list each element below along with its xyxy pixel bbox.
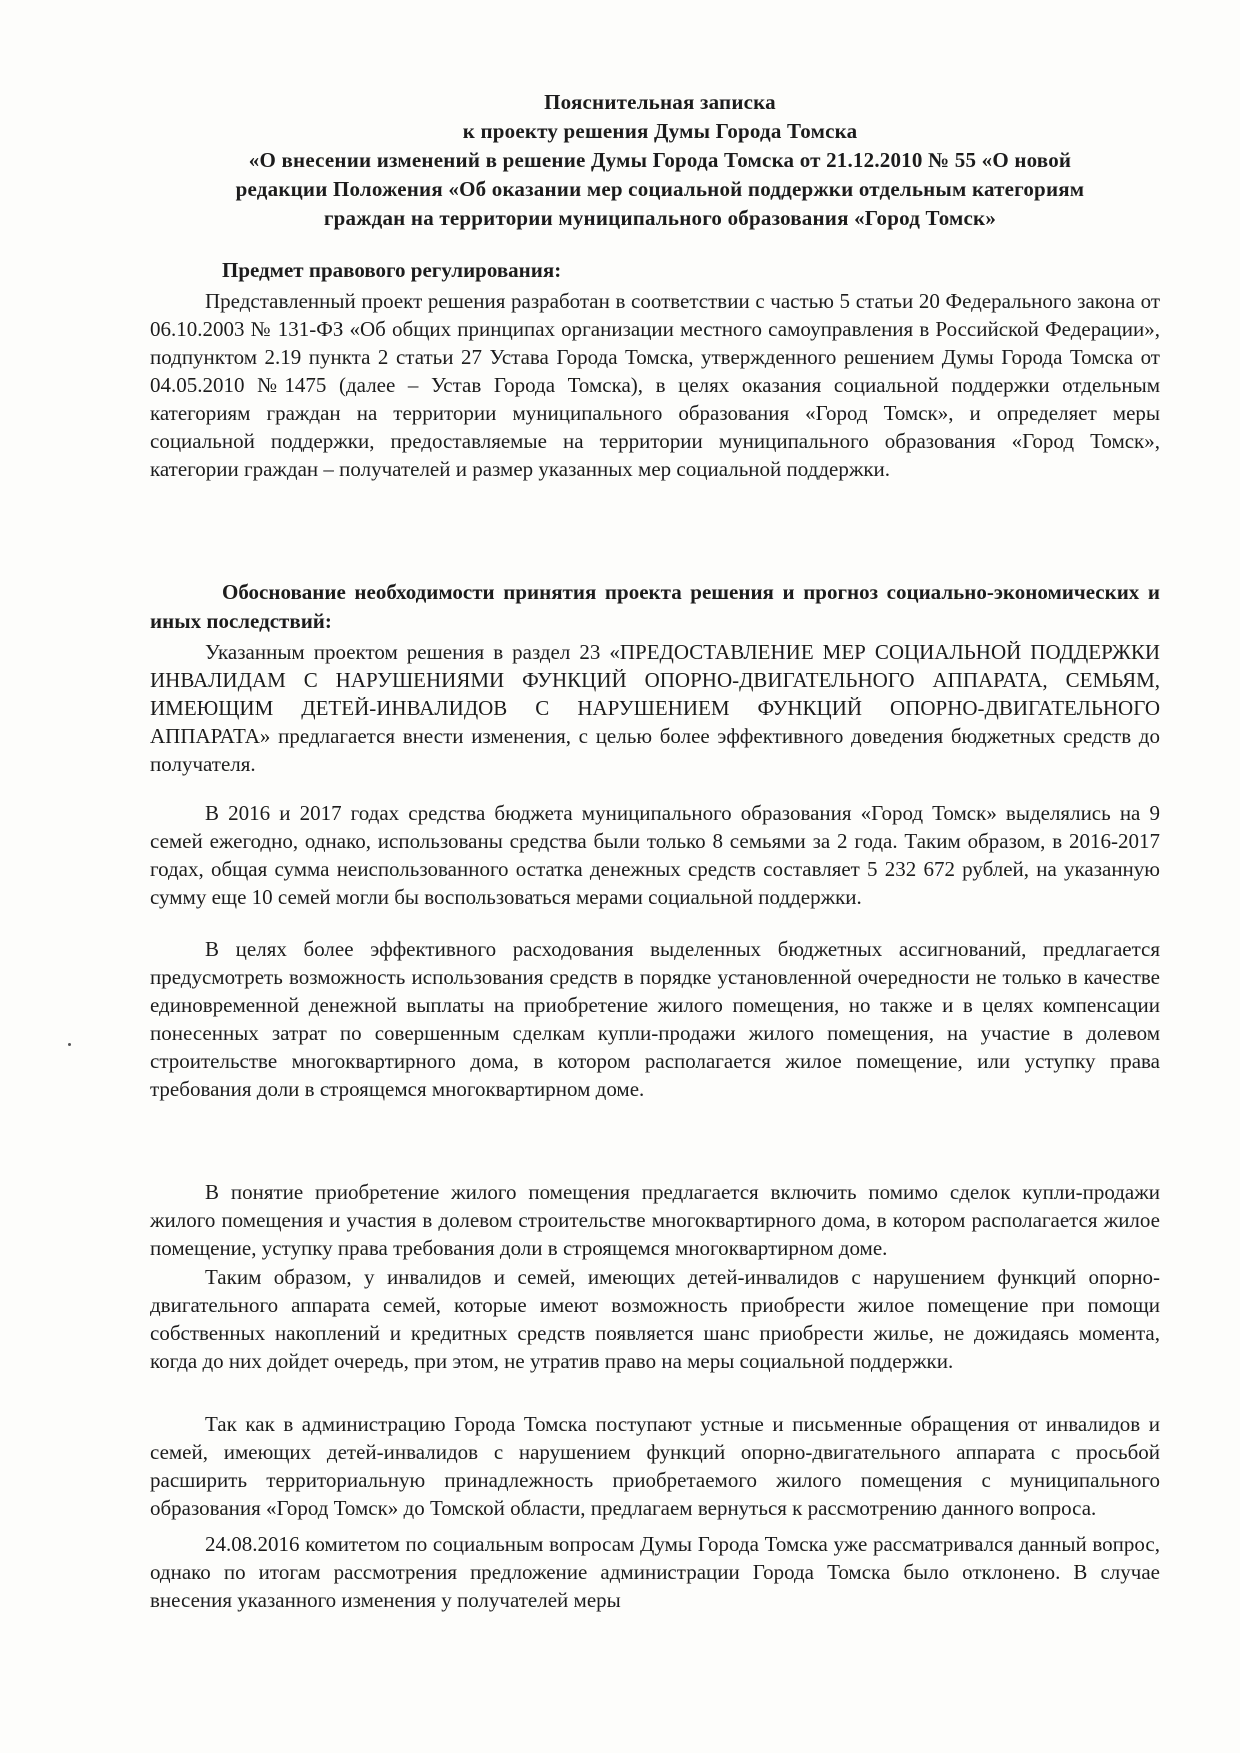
- paragraph-legal-basis: Представленный проект решения разработан в соответствии с частью 5 статьи 20 Федерального закона от 06.10.2003 № 131-ФЗ «Об общих принципах организации местного самоуправления в Российской Федерации», подпунктом 2.19 пункта 2 статьи 27 Устава Города Томска, утвержденного решением Думы Города Томска от 04.05.2010 №1475 (далее – Устав Города Томска), в целях оказания социальной поддержки отдельным категориям граждан на территории муниципального образования «Город Томск», и определяет меры социальной поддержки, предоставляемые на территории муниципального образования «Город Томск», категории граждан – получателей и размер указанных мер социальной поддержки.: [150, 289, 1160, 481]
- title-line: редакции Положения «Об оказании мер социальной поддержки отдельным категориям: [235, 177, 1085, 201]
- section-heading-subject: Предмет правового регулирования:: [222, 258, 562, 282]
- paragraph-committee: 24.08.2016 комитетом по социальным вопросам Думы Города Томска уже рассматривался данный вопрос, однако по итогам рассмотрения предложение администрации Города Томска было отклонено. В случае внесения указанного изменения у получателей меры: [150, 1532, 1160, 1612]
- paragraph-outcome: Таким образом, у инвалидов и семей, имеющих детей-инвалидов с нарушением функций опорно-двигательного аппарата семей, которые имеют возможность приобрести жилое помещение при помощи собственных накоплений и кредитных средств появляется шанс приобрести жилье, не дожидаясь момента, когда до них дойдет очередь, при этом, не утратив право на меры социальной поддержки.: [150, 1265, 1160, 1373]
- title-line: Пояснительная записка: [544, 90, 776, 114]
- paragraph-efficiency: В целях более эффективного расходования выделенных бюджетных ассигнований, предлагается предусмотреть возможность использования средств в порядке установленной очередности не только в качестве единовременной денежной выплаты на приобретение жилого помещения, но также и в целях компенсации понесенных затрат по совершенным сделкам купли-продажи жилого помещения, на участие в долевом строительстве многоквартирного дома, в котором располагается жилое помещение, или уступку права требования доли в строящемся многоквартирном доме.: [150, 937, 1160, 1101]
- paragraph-budget-usage: В 2016 и 2017 годах средства бюджета муниципального образования «Город Томск» выделялись на 9 семей ежегодно, однако, использованы средства были только 8 семьями за 2 года. Таким образом, в 2016-2017 годах, общая сумма неиспользованного остатка денежных средств составляет 5 232 672 рублей, на указанную сумму еще 10 семей могли бы воспользоваться мерами социальной поддержки.: [150, 801, 1160, 909]
- paragraph-amendments: Указанным проектом решения в раздел 23 «ПРЕДОСТАВЛЕНИЕ МЕР СОЦИАЛЬНОЙ ПОДДЕРЖКИ ИНВАЛИДАМ С НАРУШЕНИЯМИ ФУНКЦИЙ ОПОРНО-ДВИГАТЕЛЬНОГО АППАРАТА, СЕМЬЯМ, ИМЕЮЩИМ ДЕТЕЙ-ИНВАЛИДОВ С НАРУШЕНИЕМ ФУНКЦИЙ ОПОРНО-ДВИГАТЕЛЬНОГО АППАРАТА» предлагается внести изменения, с целью более эффективного доведения бюджетных средств до получателя.: [150, 640, 1160, 776]
- title-line: «О внесении изменений в решение Думы Города Томска от 21.12.2010 № 55 «О новой: [248, 148, 1072, 172]
- paragraph-territory: Так как в администрацию Города Томска поступают устные и письменные обращения от инвалидов и семей, имеющих детей-инвалидов с нарушением функций опорно-двигательного аппарата с просьбой расширить территориальную принадлежность приобретаемого жилого помещения с муниципального образования «Город Томск» до Томской области, предлагаем вернуться к рассмотрению данного вопроса.: [150, 1412, 1160, 1520]
- paragraph-definition: В понятие приобретение жилого помещения предлагается включить помимо сделок купли-продажи жилого помещения и участия в долевом строительстве многоквартирного дома, в котором располагается жилое помещение, уступку права требования доли в строящемся многоквартирном доме.: [150, 1180, 1160, 1260]
- title-line: к проекту решения Думы Города Томска: [462, 119, 858, 143]
- title-line: граждан на территории муниципального образования «Город Томск»: [323, 206, 997, 230]
- section-heading-justification: Обоснование необходимости принятия проекта решения и прогноз социально-экономических и иных последствий:: [150, 580, 1160, 633]
- scan-speck: [68, 1043, 71, 1046]
- document-title: [150, 88, 1170, 233]
